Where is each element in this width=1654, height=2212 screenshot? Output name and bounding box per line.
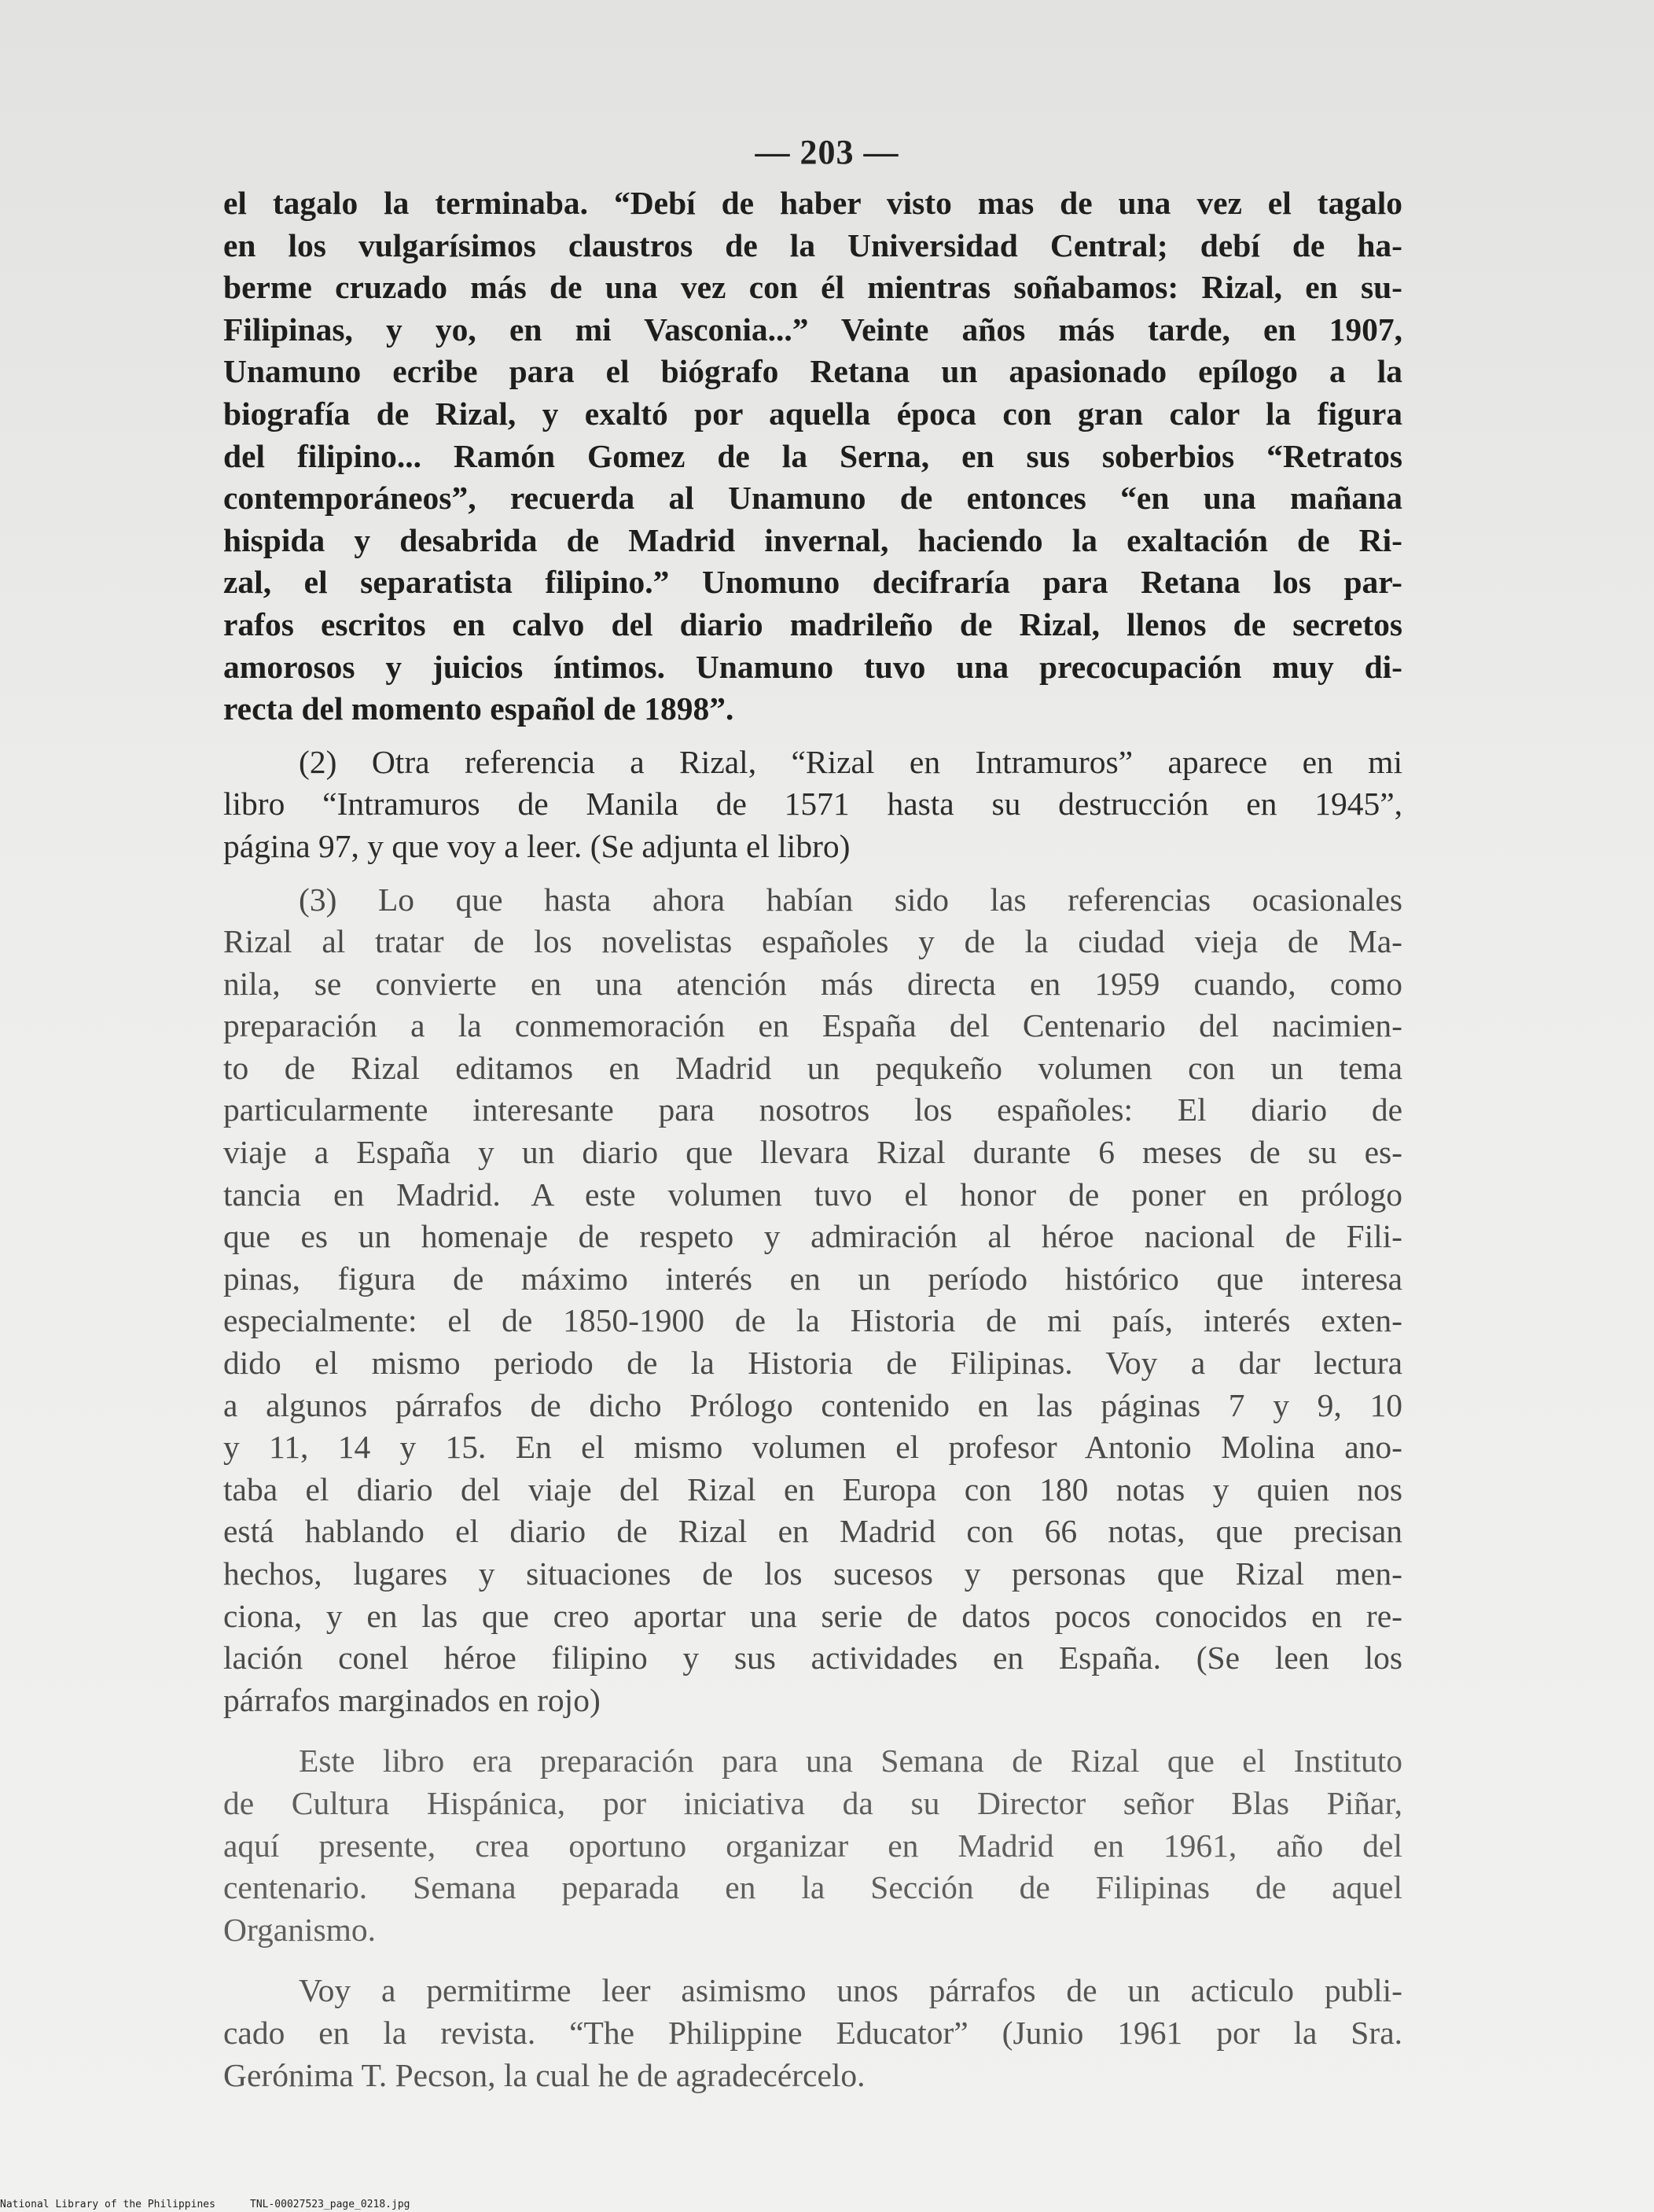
page-number: — 203 — [755, 133, 899, 171]
text-line: Gerónima T. Pecson, la cual he de agradecércelo. [223, 2056, 866, 2093]
footer-library-credit: National Library of the Philippines [0, 2199, 215, 2210]
text-line: (3) Lo que hasta ahora habían sido las referencias ocasionales [299, 881, 1402, 918]
text-line: párrafos marginados en rojo) [223, 1681, 601, 1718]
paragraph-3 [223, 879, 1402, 1722]
text-line: que es un homenaje de respeto y admiración al héroe nacional de Fili- [223, 1218, 1402, 1255]
text-line: lación conel héroe filipino y sus actividades en España. (Se leen los [223, 1640, 1402, 1676]
text-line: del filipino... Ramón Gomez de la Serna, en sus soberbios “Retratos [223, 437, 1402, 474]
text-line: preparación a la conmemoración en España del Centenario del nacimien- [223, 1007, 1402, 1044]
text-line: libro “Intramuros de Manila de 1571 hasta su destrucción en 1945”, [223, 786, 1402, 823]
text-line: Filipinas, y yo, en mi Vasconia...” Veinte años más tarde, en 1907, [223, 311, 1402, 348]
text-line: to de Rizal editamos en Madrid un pequkeño volumen con un tema [223, 1049, 1402, 1086]
text-line: Unamuno ecribe para el biógrafo Retana un apasionado epílogo a la [223, 353, 1402, 390]
text-line: dido el mismo periodo de la Historia de Filipinas. Voy a dar lectura [223, 1345, 1402, 1382]
text-line: Organismo. [223, 1911, 377, 1948]
text-line: recta del momento español de 1898”. [223, 690, 734, 727]
text-line: el tagalo la terminaba. “Debí de haber visto mas de una vez el tagalo [223, 185, 1402, 221]
text-line: ciona, y en las que creo aportar una serie de datos pocos conocidos en re- [223, 1597, 1402, 1634]
paragraph-4 [223, 1740, 1402, 1951]
text-line: centenario. Semana peparada en la Sección de Filipinas de aquel [223, 1869, 1402, 1906]
text-line: rafos escritos en calvo del diario madrileño de Rizal, llenos de secretos [223, 605, 1402, 642]
text-line: berme cruzado más de una vez con él mientras soñabamos: Rizal, en su- [223, 269, 1402, 306]
text-line: aquí presente, crea oportuno organizar en Madrid en 1961, año del [223, 1827, 1402, 1864]
text-line: y 11, 14 y 15. En el mismo volumen el profesor Antonio Molina ano- [223, 1429, 1402, 1466]
text-line: especialmente: el de 1850-1900 de la Historia de mi país, interés exten- [223, 1302, 1402, 1339]
text-line: Rizal al tratar de los novelistas españoles y de la ciudad vieja de Ma- [223, 923, 1402, 960]
text-line: nila, se convierte en una atención más directa en 1959 cuando, como [223, 965, 1402, 1002]
text-line: cado en la revista. “The Philippine Educator” (Junio 1961 por la Sra. [223, 2014, 1402, 2051]
text-line: página 97, y que voy a leer. (Se adjunta el libro) [223, 827, 851, 864]
text-line: hechos, lugares y situaciones de los sucesos y personas que Rizal men- [223, 1555, 1402, 1592]
text-line: contemporáneos”, recuerda al Unamuno de entonces “en una mañana [223, 480, 1402, 517]
text-line: biografía de Rizal, y exaltó por aquella época con gran calor la figura [223, 395, 1402, 432]
text-line: particularmente interesante para nosotros los españoles: El diario de [223, 1091, 1402, 1128]
text-line: taba el diario del viaje del Rizal en Europa con 180 notas y quien nos [223, 1470, 1402, 1507]
text-line: viaje a España y un diario que llevara Rizal durante 6 meses de su es- [223, 1134, 1402, 1171]
text-line: hispida y desabrida de Madrid invernal, haciendo la exaltación de Ri- [223, 521, 1402, 558]
text-line: tancia en Madrid. A este volumen tuvo el honor de poner en prólogo [223, 1176, 1402, 1213]
paragraph-5 [223, 1970, 1402, 2096]
text-line: amorosos y juicios íntimos. Unamuno tuvo una precocupación muy di- [223, 648, 1402, 685]
paragraph-2 [223, 742, 1402, 868]
text-line: Voy a permitirme leer asimismo unos párrafos de un acticulo publi- [299, 1972, 1402, 2009]
footer-file-name: TNL-00027523_page_0218.jpg [250, 2199, 410, 2210]
text-line: Este libro era preparación para una Semana de Rizal que el Instituto [299, 1743, 1402, 1780]
body-text [223, 182, 1402, 2096]
text-line: a algunos párrafos de dicho Prólogo contenido en las páginas 7 y 9, 10 [223, 1386, 1402, 1423]
text-line: (2) Otra referencia a Rizal, “Rizal en Intramuros” aparece en mi [299, 743, 1402, 780]
text-line: está hablando el diario de Rizal en Madrid con 66 notas, que precisan [223, 1513, 1402, 1550]
text-line: en los vulgarísimos claustros de la Universidad Central; debí de ha- [223, 226, 1402, 263]
text-line: pinas, figura de máximo interés en un período histórico que interesa [223, 1260, 1402, 1297]
text-line: de Cultura Hispánica, por iniciativa da su Director señor Blas Piñar, [223, 1784, 1402, 1821]
text-line: zal, el separatista filipino.” Unomuno decifraría para Retana los par- [223, 564, 1402, 601]
paragraph-1 [223, 182, 1402, 731]
